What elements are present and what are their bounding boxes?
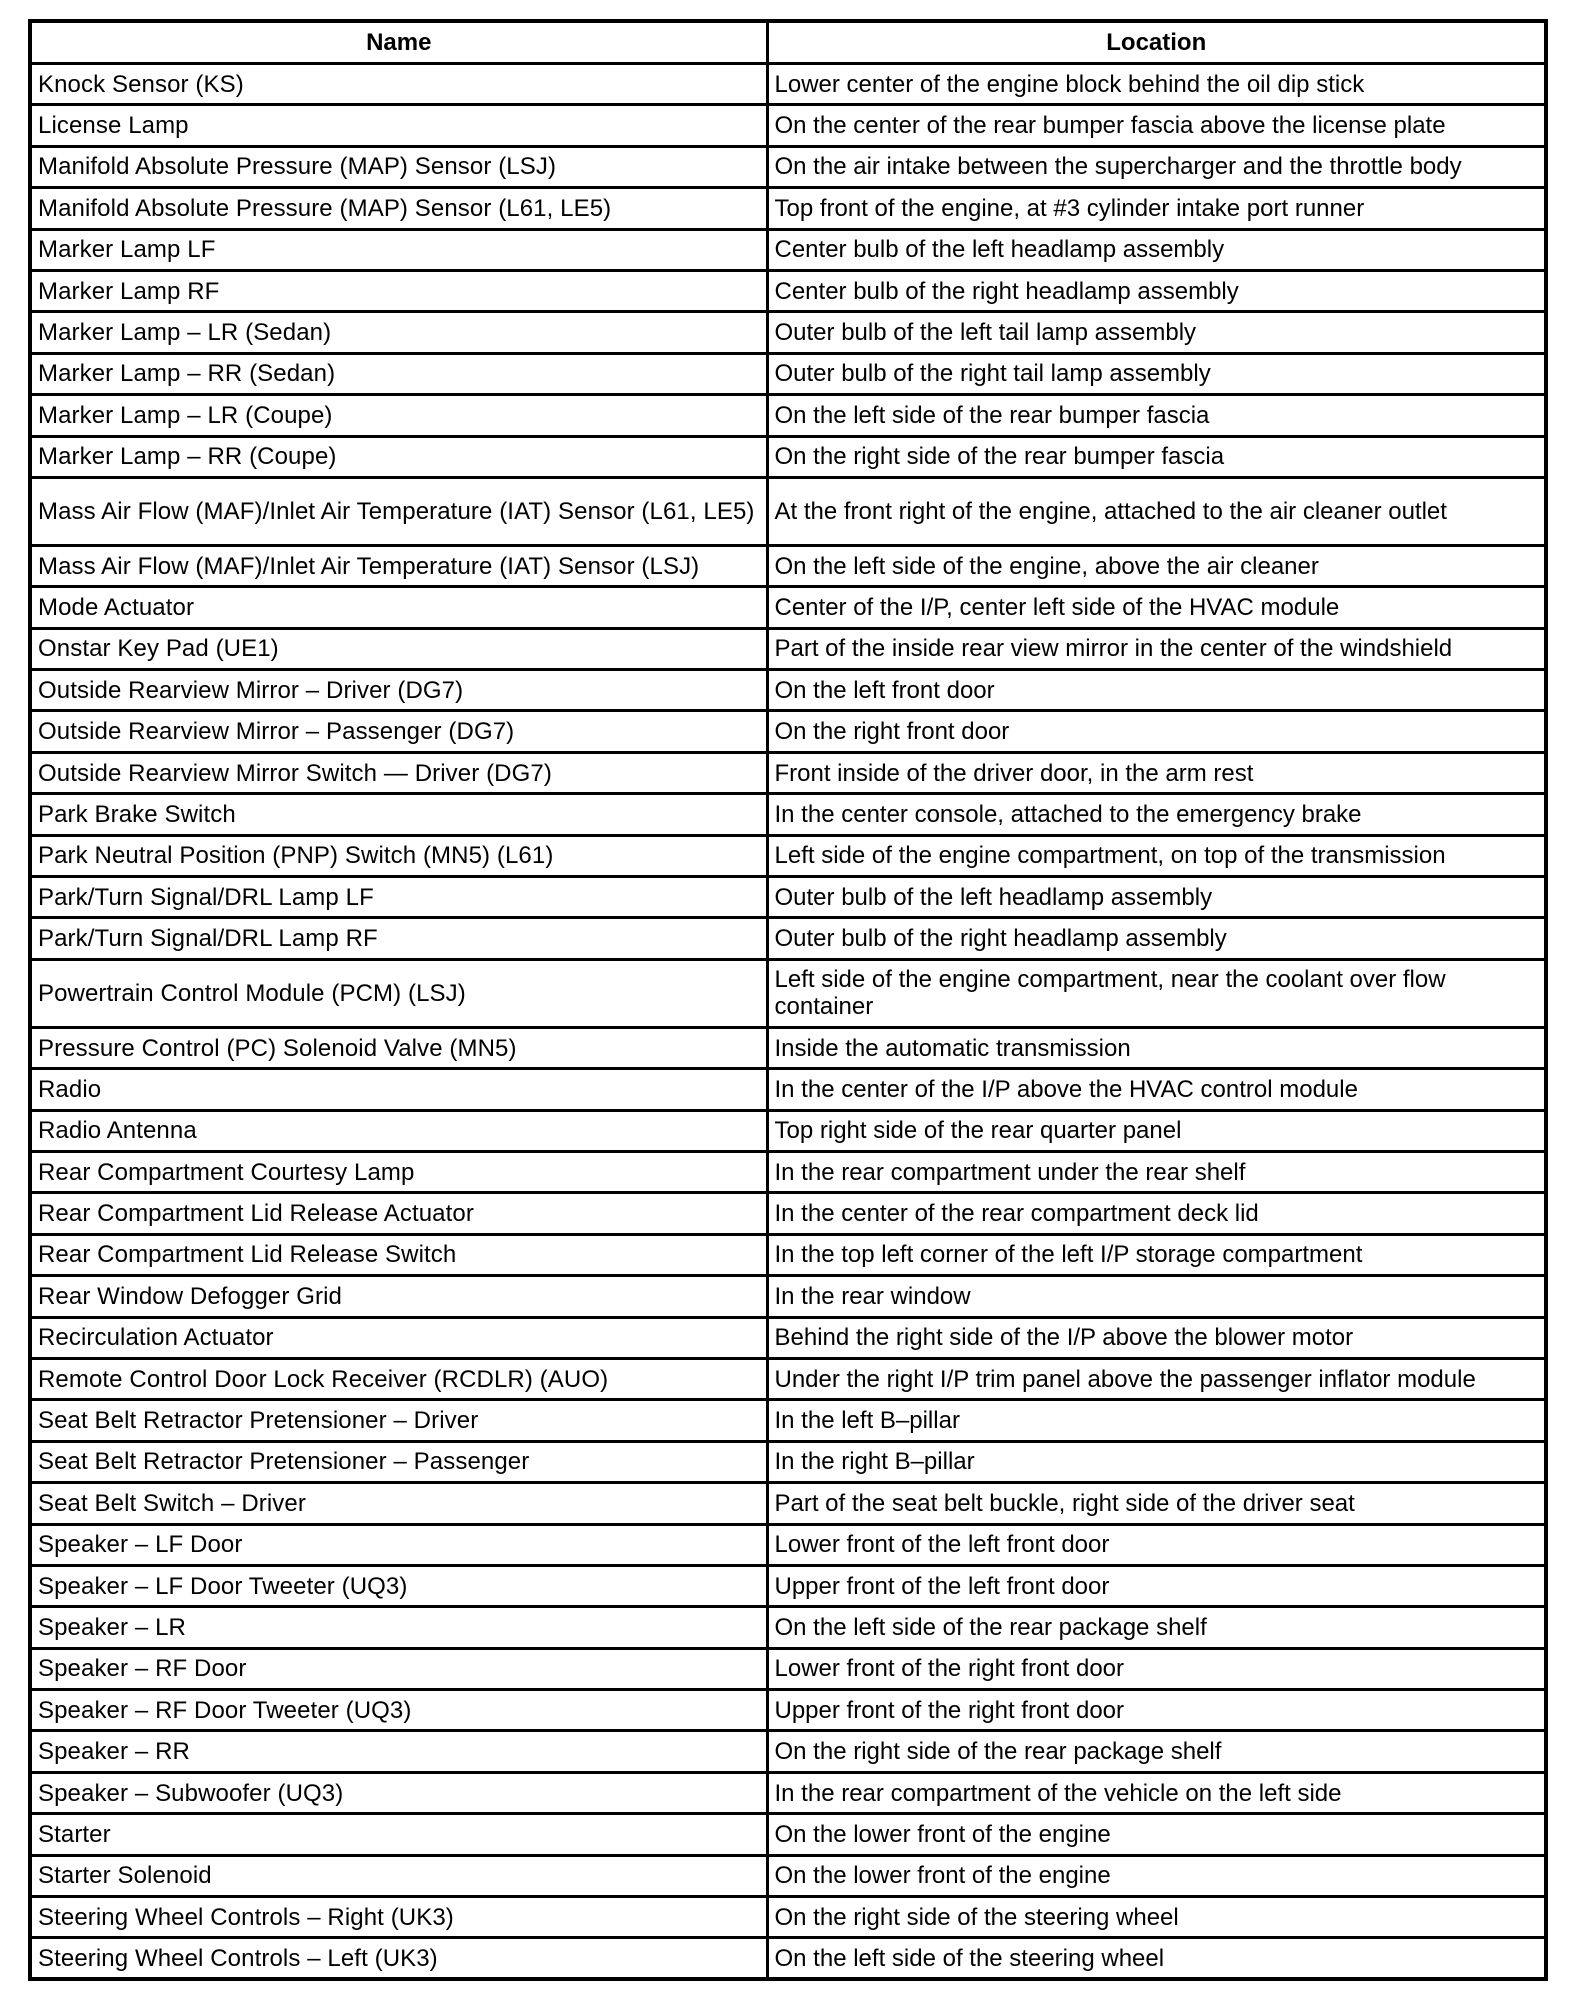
column-header-location: Location <box>767 21 1546 64</box>
component-name-cell: Marker Lamp – RR (Sedan) <box>30 353 767 394</box>
component-location-cell: On the right side of the steering wheel <box>767 1897 1546 1938</box>
component-name-cell: Park Neutral Position (PNP) Switch (MN5) (L61) <box>30 835 767 876</box>
component-location-cell: On the left side of the steering wheel <box>767 1938 1546 1979</box>
table-row <box>30 1069 1546 1110</box>
component-name-cell: Speaker – LR <box>30 1607 767 1648</box>
table-row <box>30 1358 1546 1399</box>
table-row <box>30 64 1546 105</box>
component-location-cell: On the right side of the rear bumper fascia <box>767 436 1546 477</box>
component-location-cell: Lower front of the right front door <box>767 1648 1546 1689</box>
component-location-cell: Center of the I/P, center left side of the HVAC module <box>767 587 1546 628</box>
component-name-cell: Seat Belt Switch – Driver <box>30 1483 767 1524</box>
component-name-cell: Marker Lamp – RR (Coupe) <box>30 436 767 477</box>
component-location-cell: Lower center of the engine block behind the oil dip stick <box>767 64 1546 105</box>
component-location-cell: At the front right of the engine, attached to the air cleaner outlet <box>767 477 1546 545</box>
component-location-cell: Upper front of the left front door <box>767 1565 1546 1606</box>
component-location-cell: On the right side of the rear package shelf <box>767 1731 1546 1772</box>
component-location-cell: On the lower front of the engine <box>767 1855 1546 1896</box>
component-location-cell: In the left B–pillar <box>767 1400 1546 1441</box>
table-row <box>30 877 1546 918</box>
table-row <box>30 436 1546 477</box>
table-row <box>30 1483 1546 1524</box>
table-row <box>30 1524 1546 1565</box>
component-location-cell: Outer bulb of the left headlamp assembly <box>767 877 1546 918</box>
table-row <box>30 752 1546 793</box>
component-location-cell: In the rear compartment under the rear shelf <box>767 1151 1546 1192</box>
component-name-cell: Knock Sensor (KS) <box>30 64 767 105</box>
component-location-cell: Outer bulb of the left tail lamp assembly <box>767 312 1546 353</box>
table-row <box>30 959 1546 1027</box>
table-row <box>30 835 1546 876</box>
table-header <box>30 21 1546 64</box>
component-name-cell: Powertrain Control Module (PCM) (LSJ) <box>30 959 767 1027</box>
component-name-cell: Park/Turn Signal/DRL Lamp LF <box>30 877 767 918</box>
component-name-cell: Onstar Key Pad (UE1) <box>30 628 767 669</box>
component-location-cell: On the center of the rear bumper fascia above the license plate <box>767 105 1546 146</box>
component-name-cell: Seat Belt Retractor Pretensioner – Driver <box>30 1400 767 1441</box>
component-location-cell: On the lower front of the engine <box>767 1814 1546 1855</box>
header-row <box>30 21 1546 64</box>
table-row <box>30 1193 1546 1234</box>
component-name-cell: License Lamp <box>30 105 767 146</box>
table-row <box>30 1855 1546 1896</box>
component-name-cell: Speaker – RR <box>30 1731 767 1772</box>
table-row <box>30 229 1546 270</box>
table-row <box>30 188 1546 229</box>
table-row <box>30 1276 1546 1317</box>
component-location-cell: On the right front door <box>767 711 1546 752</box>
component-location-cell: Part of the inside rear view mirror in the center of the windshield <box>767 628 1546 669</box>
component-name-cell: Steering Wheel Controls – Right (UK3) <box>30 1897 767 1938</box>
table-row <box>30 711 1546 752</box>
component-location-cell: On the left front door <box>767 670 1546 711</box>
table-row <box>30 477 1546 545</box>
table-row <box>30 1731 1546 1772</box>
component-location-cell: Under the right I/P trim panel above the passenger inflator module <box>767 1358 1546 1399</box>
component-location-cell: Center bulb of the left headlamp assembly <box>767 229 1546 270</box>
table-row <box>30 1027 1546 1068</box>
component-name-cell: Rear Window Defogger Grid <box>30 1276 767 1317</box>
table-body <box>30 64 1546 1980</box>
table-row <box>30 146 1546 187</box>
table-row <box>30 353 1546 394</box>
table-row <box>30 1400 1546 1441</box>
table-row <box>30 395 1546 436</box>
column-header-name: Name <box>30 21 767 64</box>
component-location-cell: In the center of the rear compartment deck lid <box>767 1193 1546 1234</box>
component-name-cell: Starter <box>30 1814 767 1855</box>
component-location-cell: In the rear compartment of the vehicle on the left side <box>767 1772 1546 1813</box>
component-location-cell: Behind the right side of the I/P above the blower motor <box>767 1317 1546 1358</box>
component-name-cell: Outside Rearview Mirror – Passenger (DG7) <box>30 711 767 752</box>
component-name-cell: Manifold Absolute Pressure (MAP) Sensor (LSJ) <box>30 146 767 187</box>
component-name-cell: Manifold Absolute Pressure (MAP) Sensor (L61, LE5) <box>30 188 767 229</box>
component-name-cell: Speaker – LF Door <box>30 1524 767 1565</box>
component-location-cell: Front inside of the driver door, in the arm rest <box>767 752 1546 793</box>
table-row <box>30 670 1546 711</box>
table-row <box>30 1110 1546 1151</box>
component-location-cell: In the right B–pillar <box>767 1441 1546 1482</box>
table-row <box>30 918 1546 959</box>
table-row <box>30 1441 1546 1482</box>
component-name-cell: Marker Lamp – LR (Sedan) <box>30 312 767 353</box>
component-location-cell: On the air intake between the supercharger and the throttle body <box>767 146 1546 187</box>
component-location-cell: Inside the automatic transmission <box>767 1027 1546 1068</box>
component-name-cell: Starter Solenoid <box>30 1855 767 1896</box>
component-location-cell: In the rear window <box>767 1276 1546 1317</box>
table-row <box>30 1317 1546 1358</box>
component-name-cell: Mass Air Flow (MAF)/Inlet Air Temperature (IAT) Sensor (LSJ) <box>30 545 767 586</box>
table-row <box>30 587 1546 628</box>
component-location-cell: In the center of the I/P above the HVAC control module <box>767 1069 1546 1110</box>
component-name-cell: Rear Compartment Lid Release Switch <box>30 1234 767 1275</box>
component-name-cell: Mass Air Flow (MAF)/Inlet Air Temperature (IAT) Sensor (L61, LE5) <box>30 477 767 545</box>
component-name-cell: Rear Compartment Courtesy Lamp <box>30 1151 767 1192</box>
table-row <box>30 1151 1546 1192</box>
component-name-cell: Speaker – RF Door <box>30 1648 767 1689</box>
component-name-cell: Radio Antenna <box>30 1110 767 1151</box>
component-location-cell: On the left side of the engine, above the air cleaner <box>767 545 1546 586</box>
table-row <box>30 1938 1546 1979</box>
component-name-cell: Marker Lamp RF <box>30 270 767 311</box>
component-location-cell: On the left side of the rear package shelf <box>767 1607 1546 1648</box>
component-location-cell: Outer bulb of the right headlamp assembly <box>767 918 1546 959</box>
table-row <box>30 1897 1546 1938</box>
table-row <box>30 794 1546 835</box>
component-name-cell: Steering Wheel Controls – Left (UK3) <box>30 1938 767 1979</box>
component-name-cell: Speaker – RF Door Tweeter (UQ3) <box>30 1690 767 1731</box>
component-name-cell: Mode Actuator <box>30 587 767 628</box>
component-location-cell: Upper front of the right front door <box>767 1690 1546 1731</box>
component-name-cell: Recirculation Actuator <box>30 1317 767 1358</box>
component-name-cell: Park/Turn Signal/DRL Lamp RF <box>30 918 767 959</box>
component-location-table <box>28 19 1548 1981</box>
component-location-cell: Center bulb of the right headlamp assembly <box>767 270 1546 311</box>
component-name-cell: Seat Belt Retractor Pretensioner – Passenger <box>30 1441 767 1482</box>
component-name-cell: Outside Rearview Mirror – Driver (DG7) <box>30 670 767 711</box>
component-location-cell: Outer bulb of the right tail lamp assembly <box>767 353 1546 394</box>
component-name-cell: Marker Lamp LF <box>30 229 767 270</box>
component-name-cell: Speaker – LF Door Tweeter (UQ3) <box>30 1565 767 1606</box>
component-name-cell: Radio <box>30 1069 767 1110</box>
component-name-cell: Remote Control Door Lock Receiver (RCDLR) (AUO) <box>30 1358 767 1399</box>
component-location-cell: Lower front of the left front door <box>767 1524 1546 1565</box>
table-row <box>30 545 1546 586</box>
table-row <box>30 105 1546 146</box>
component-location-cell: Left side of the engine compartment, near the coolant over flow container <box>767 959 1546 1027</box>
component-location-cell: Part of the seat belt buckle, right side of the driver seat <box>767 1483 1546 1524</box>
component-location-cell: In the center console, attached to the emergency brake <box>767 794 1546 835</box>
table-row <box>30 270 1546 311</box>
component-location-table-wrapper <box>28 19 1548 1981</box>
component-location-cell: In the top left corner of the left I/P storage compartment <box>767 1234 1546 1275</box>
table-row <box>30 1234 1546 1275</box>
table-row <box>30 1648 1546 1689</box>
table-row <box>30 1607 1546 1648</box>
table-row <box>30 1772 1546 1813</box>
table-row <box>30 628 1546 669</box>
component-name-cell: Marker Lamp – LR (Coupe) <box>30 395 767 436</box>
component-location-cell: Top right side of the rear quarter panel <box>767 1110 1546 1151</box>
table-row <box>30 1814 1546 1855</box>
table-row <box>30 1690 1546 1731</box>
component-name-cell: Park Brake Switch <box>30 794 767 835</box>
component-name-cell: Rear Compartment Lid Release Actuator <box>30 1193 767 1234</box>
table-row <box>30 312 1546 353</box>
component-location-cell: Top front of the engine, at #3 cylinder intake port runner <box>767 188 1546 229</box>
component-name-cell: Pressure Control (PC) Solenoid Valve (MN5) <box>30 1027 767 1068</box>
component-location-cell: On the left side of the rear bumper fascia <box>767 395 1546 436</box>
component-location-cell: Left side of the engine compartment, on top of the transmission <box>767 835 1546 876</box>
component-name-cell: Outside Rearview Mirror Switch — Driver (DG7) <box>30 752 767 793</box>
table-row <box>30 1565 1546 1606</box>
component-name-cell: Speaker – Subwoofer (UQ3) <box>30 1772 767 1813</box>
